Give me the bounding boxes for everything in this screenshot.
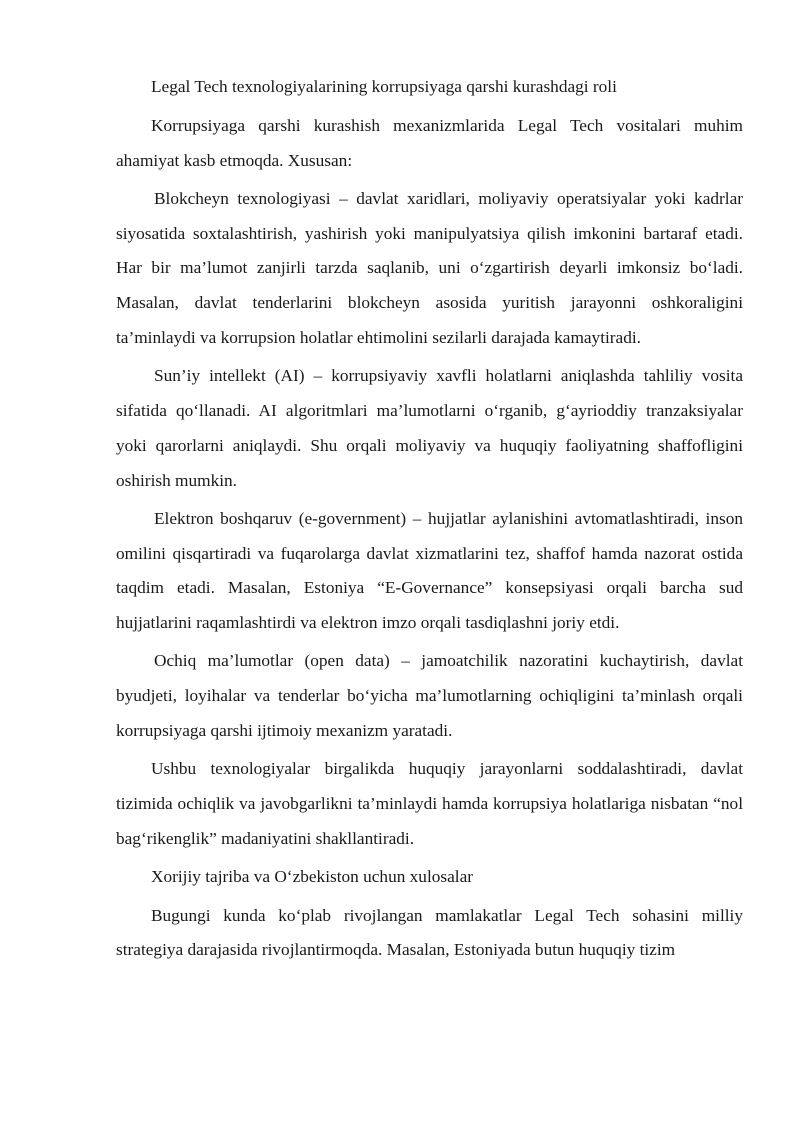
intro-paragraph: Korrupsiyaga qarshi kurashish mexanizmlarida Legal Tech vositalari muhim ahamiyat kasb etmoqda. Xususan:: [116, 115, 743, 170]
list-item-open-data: Ochiq ma’lumotlar (open data) – jamoatchilik nazoratini kuchaytirish, davlat byudjeti, loyihalar va tenderlar bo‘yicha ma’lumotlarning ochiqligini ta’minlash orqali korrupsiyaga qarshi ijtimoiy mexanizm yaratadi.: [116, 651, 743, 740]
summary-paragraph: Ushbu texnologiyalar birgalikda huquqiy jarayonlarni soddalashtiradi, davlat tizimida ochiqlik va javobgarlikni ta’minlaydi hamda korrupsiya holatlariga nisbatan “nol bag‘rikenglik” madaniyatini shakllantiradi.: [116, 759, 743, 848]
next-section-title: Xorijiy tajriba va O‘zbekiston uchun xulosalar: [151, 866, 474, 886]
list-item-e-government: Elektron boshqaruv (e-government) – hujjatlar aylanishini avtomatlashtiradi, inson omilini qisqartiradi va fuqarolarga davlat xizmatlarini tez, shaffof hamda nazorat ostida taqdim etadi. Masalan, Estoniya “E-Governance” konsepsiyasi orqali barcha sud hujjatlarini raqamlashtirdi va elektron imzo orqali tasdiqlashni joriy etdi.: [116, 508, 743, 633]
list-item-blockchain: Blokcheyn texnologiyasi – davlat xaridlari, moliyaviy operatsiyalar yoki kadrlar siyosatida soxtalashtirish, yashirish yoki manipulyatsiya qilish imkonini bartaraf etadi. Har bir ma’lumot zanjirli tarzda saqlanib, uni o‘zgartirish deyarli imkonsiz bo‘ladi. Masalan, davlat tenderlarini blokcheyn asosida yuritish jarayonni oshkoraligini ta’minlaydi va korrupsion holatlar ehtimolini sezilarli darajada kamaytiradi.: [116, 188, 743, 347]
document-body: [116, 70, 743, 968]
next-paragraph: Bugungi kunda ko‘plab rivojlangan mamlakatlar Legal Tech sohasini milliy strategiya darajasida rivojlantirmoqda. Masalan, Estoniyada butun huquqiy tizim: [116, 905, 743, 960]
section-title: Legal Tech texnologiyalarining korrupsiyaga qarshi kurashdagi roli: [151, 77, 617, 96]
list-item-ai: Sun’iy intellekt (AI) – korrupsiyaviy xavfli holatlarni aniqlashda tahliliy vosita sifatida qo‘llanadi. AI algoritmlari ma’lumotlarni o‘rganib, g‘ayrioddiy tranzaksiyalar yoki qarorlarni aniqlaydi. Shu orqali moliyaviy va huquqiy faoliyatning shaffofligini oshirish mumkin.: [116, 366, 743, 490]
